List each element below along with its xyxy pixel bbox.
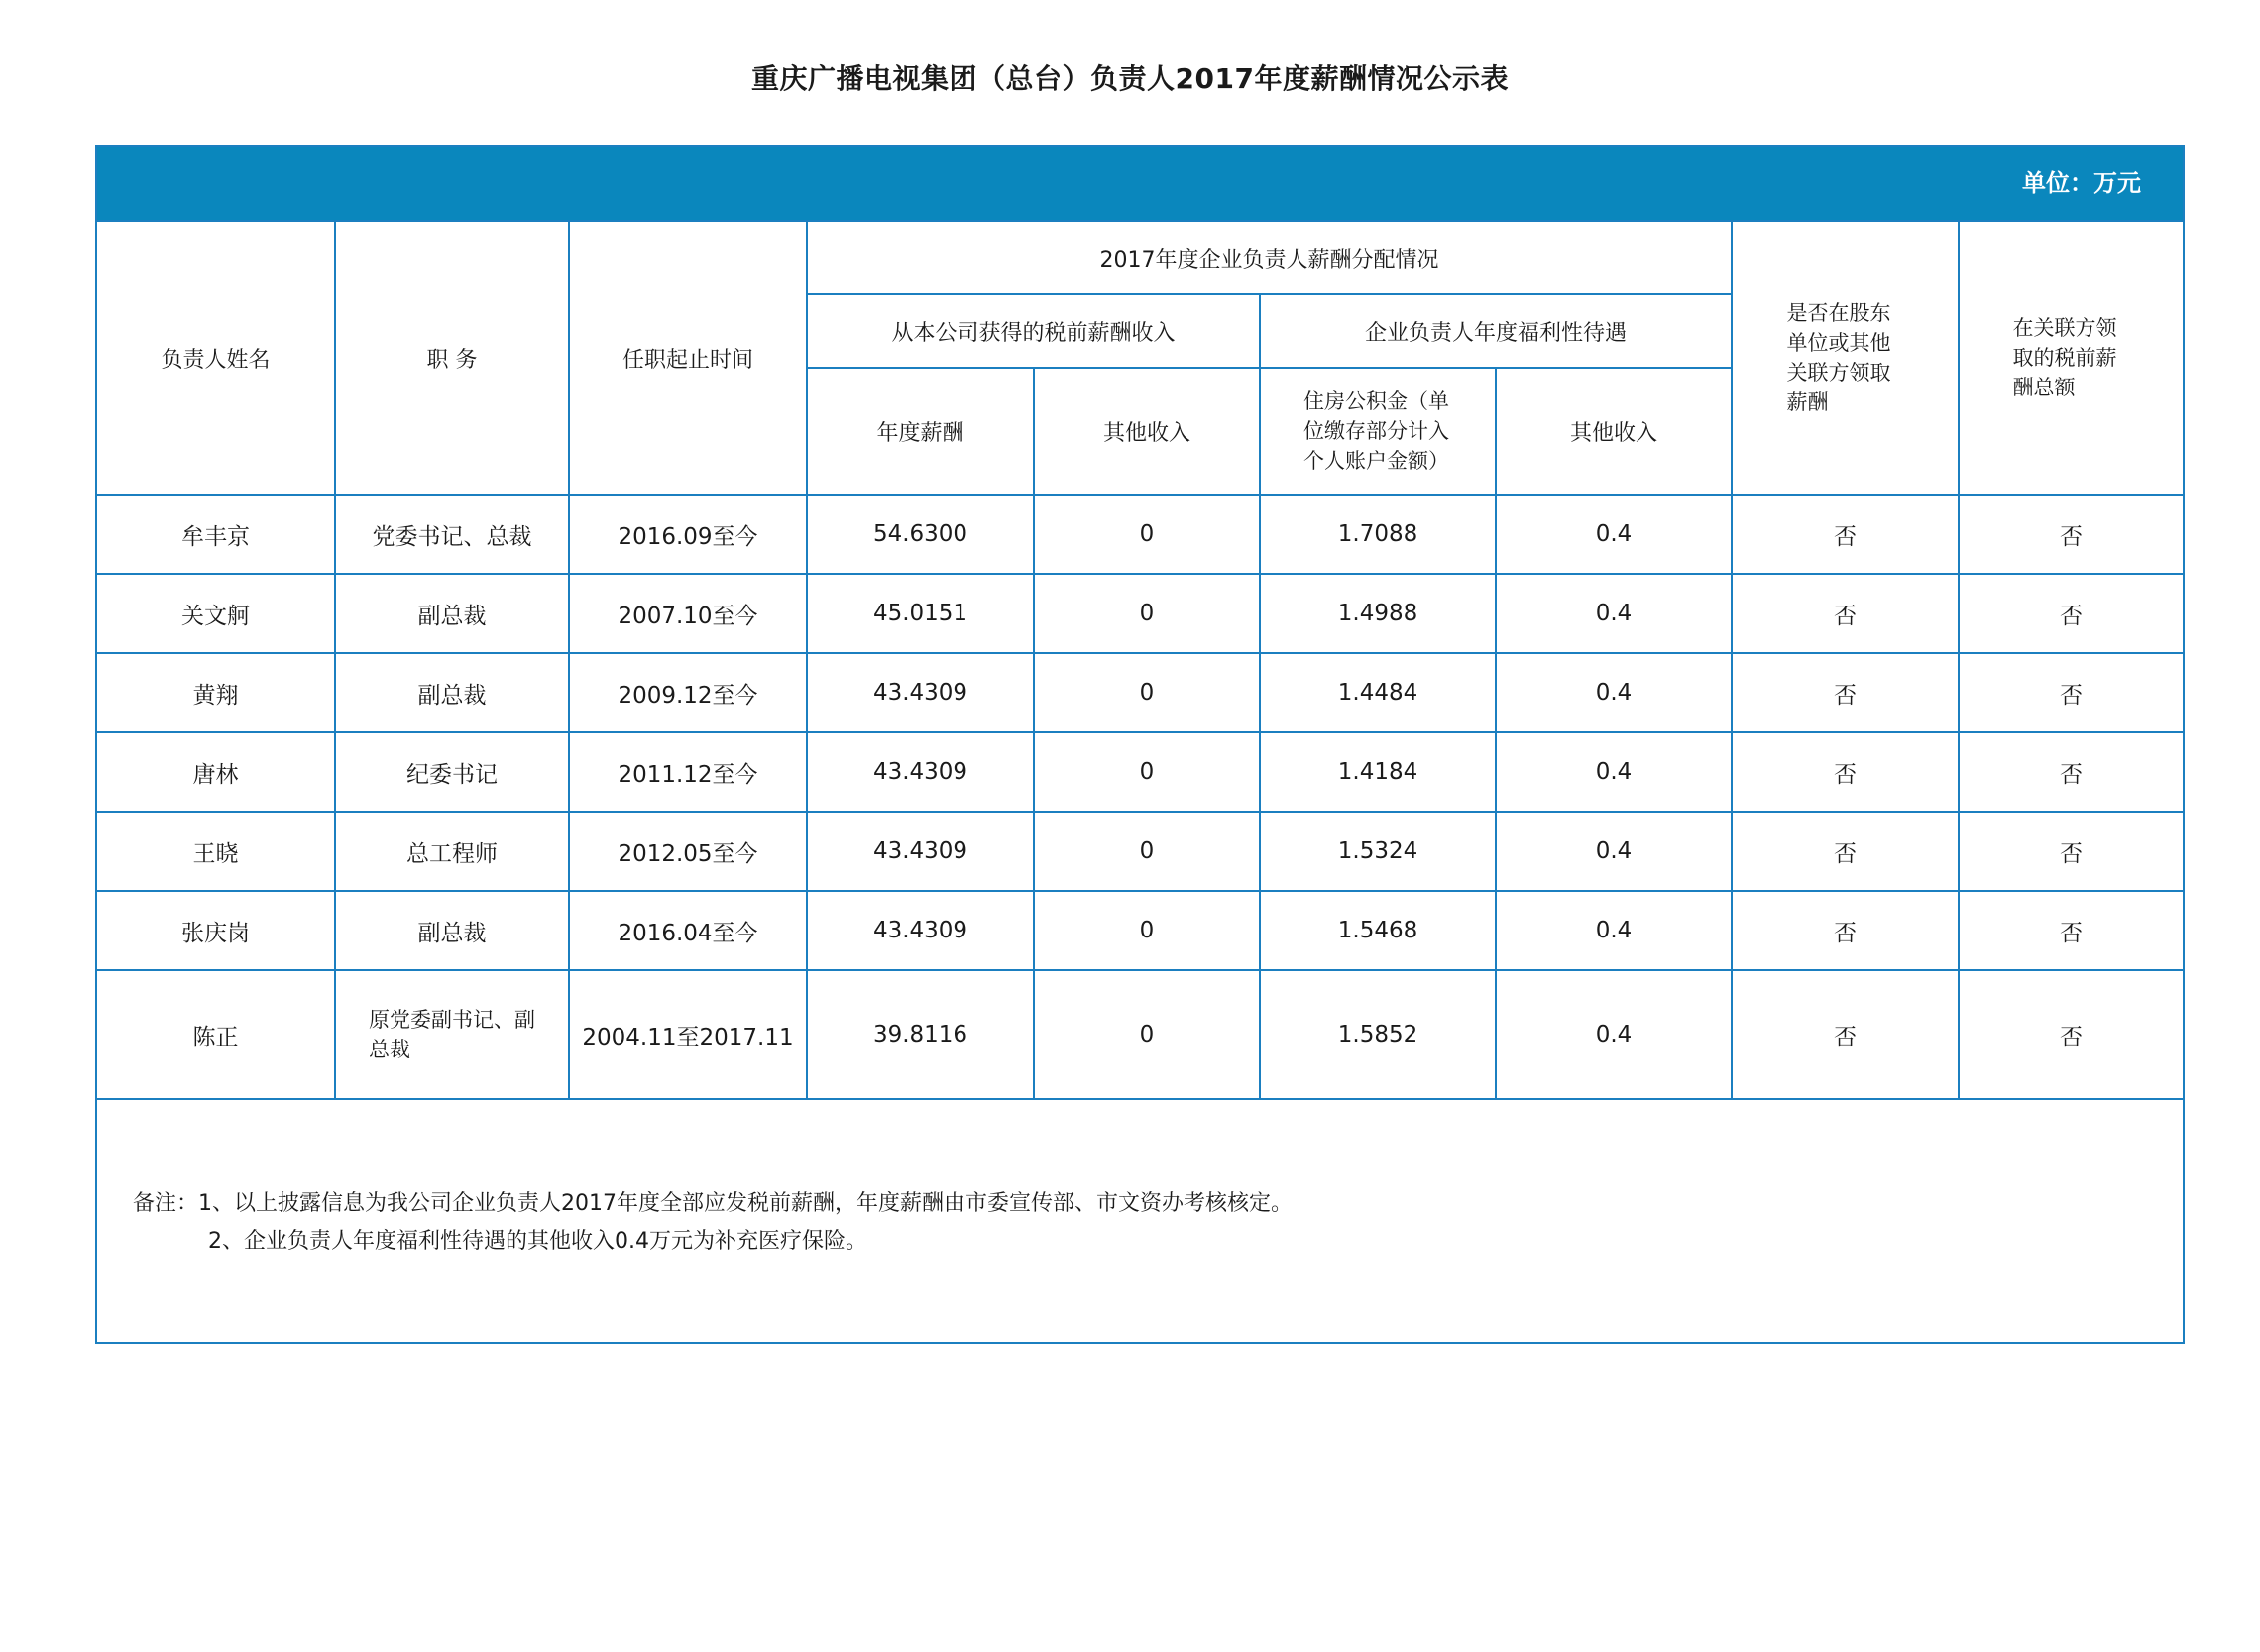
cell-name: 王晓 <box>97 812 335 891</box>
cell-other-income: 0 <box>1034 970 1260 1099</box>
cell-housing-fund: 1.4184 <box>1260 732 1496 812</box>
page-title: 重庆广播电视集团（总台）负责人2017年度薪酬情况公示表 <box>751 62 1509 95</box>
cell-welfare-other: 0.4 <box>1496 812 1732 891</box>
table-row <box>97 732 2183 812</box>
cell-tenure: 2009.12至今 <box>569 653 807 732</box>
table-row <box>97 495 2183 574</box>
cell-welfare-other: 0.4 <box>1496 732 1732 812</box>
cell-position: 副总裁 <box>335 891 569 970</box>
table-row <box>97 970 2183 1099</box>
table-row <box>97 812 2183 891</box>
table-row <box>97 653 2183 732</box>
cell-annual-salary: 43.4309 <box>807 812 1034 891</box>
table-row <box>97 891 2183 970</box>
cell-welfare-other: 0.4 <box>1496 574 1732 653</box>
cell-shareholder-pay: 否 <box>1732 495 1959 574</box>
cell-other-income: 0 <box>1034 732 1260 812</box>
cell-position: 副总裁 <box>335 653 569 732</box>
cell-tenure: 2012.05至今 <box>569 812 807 891</box>
salary-table <box>97 220 2183 1100</box>
header-salary-group: 2017年度企业负责人薪酬分配情况 <box>807 221 1732 294</box>
cell-welfare-other: 0.4 <box>1496 970 1732 1099</box>
cell-position: 总工程师 <box>335 812 569 891</box>
cell-shareholder-pay: 否 <box>1732 732 1959 812</box>
cell-related-total: 否 <box>1959 653 2183 732</box>
header-welfare-group: 企业负责人年度福利性待遇 <box>1260 294 1732 368</box>
remarks <box>133 1185 1293 1261</box>
cell-shareholder-pay: 否 <box>1732 574 1959 653</box>
cell-tenure: 2007.10至今 <box>569 574 807 653</box>
cell-welfare-other: 0.4 <box>1496 891 1732 970</box>
salary-table-sheet <box>95 145 2185 1344</box>
cell-other-income: 0 <box>1034 574 1260 653</box>
cell-name: 关文舸 <box>97 574 335 653</box>
cell-related-total: 否 <box>1959 970 2183 1099</box>
cell-tenure: 2016.04至今 <box>569 891 807 970</box>
cell-tenure: 2016.09至今 <box>569 495 807 574</box>
cell-position: 副总裁 <box>335 574 569 653</box>
header-related-total: 在关联方领取的税前薪酬总额 <box>1959 221 2183 495</box>
header-pretax-group: 从本公司获得的税前薪酬收入 <box>807 294 1260 368</box>
cell-related-total: 否 <box>1959 495 2183 574</box>
cell-housing-fund: 1.4988 <box>1260 574 1496 653</box>
cell-name: 唐林 <box>97 732 335 812</box>
cell-annual-salary: 43.4309 <box>807 653 1034 732</box>
cell-name: 牟丰京 <box>97 495 335 574</box>
cell-related-total: 否 <box>1959 732 2183 812</box>
cell-related-total: 否 <box>1959 812 2183 891</box>
cell-tenure: 2004.11至2017.11 <box>569 970 807 1099</box>
cell-tenure: 2011.12至今 <box>569 732 807 812</box>
cell-welfare-other: 0.4 <box>1496 495 1732 574</box>
unit-label: 单位：万元 <box>97 147 2183 220</box>
cell-shareholder-pay: 否 <box>1732 891 1959 970</box>
remark-line-2: 2、企业负责人年度福利性待遇的其他收入0.4万元为补充医疗保险。 <box>208 1229 867 1254</box>
cell-annual-salary: 39.8116 <box>807 970 1034 1099</box>
cell-other-income: 0 <box>1034 891 1260 970</box>
cell-housing-fund: 1.7088 <box>1260 495 1496 574</box>
cell-housing-fund: 1.5324 <box>1260 812 1496 891</box>
cell-other-income: 0 <box>1034 812 1260 891</box>
cell-other-income: 0 <box>1034 653 1260 732</box>
cell-housing-fund: 1.5468 <box>1260 891 1496 970</box>
cell-annual-salary: 43.4309 <box>807 732 1034 812</box>
cell-housing-fund: 1.4484 <box>1260 653 1496 732</box>
remark-line-1: 备注：1、以上披露信息为我公司企业负责人2017年度全部应发税前薪酬，年度薪酬由市委宣传部、市文资办考核核定。 <box>133 1191 1293 1216</box>
cell-name: 黄翔 <box>97 653 335 732</box>
cell-housing-fund: 1.5852 <box>1260 970 1496 1099</box>
cell-annual-salary: 45.0151 <box>807 574 1034 653</box>
cell-name: 张庆岗 <box>97 891 335 970</box>
header-welfare-other: 其他收入 <box>1496 368 1732 495</box>
header-name: 负责人姓名 <box>97 221 335 495</box>
header-other-income: 其他收入 <box>1034 368 1260 495</box>
cell-name: 陈正 <box>97 970 335 1099</box>
table-row <box>97 574 2183 653</box>
cell-shareholder-pay: 否 <box>1732 970 1959 1099</box>
cell-annual-salary: 43.4309 <box>807 891 1034 970</box>
header-housing-fund: 住房公积金（单位缴存部分计入个人账户金额） <box>1260 368 1496 495</box>
cell-position: 纪委书记 <box>335 732 569 812</box>
header-annual-salary: 年度薪酬 <box>807 368 1034 495</box>
header-position: 职 务 <box>335 221 569 495</box>
cell-position: 原党委副书记、副总裁 <box>335 970 569 1099</box>
cell-other-income: 0 <box>1034 495 1260 574</box>
cell-welfare-other: 0.4 <box>1496 653 1732 732</box>
cell-position: 党委书记、总裁 <box>335 495 569 574</box>
cell-related-total: 否 <box>1959 574 2183 653</box>
header-tenure: 任职起止时间 <box>569 221 807 495</box>
header-shareholder-pay: 是否在股东单位或其他关联方领取薪酬 <box>1732 221 1959 495</box>
cell-annual-salary: 54.6300 <box>807 495 1034 574</box>
cell-shareholder-pay: 否 <box>1732 653 1959 732</box>
cell-related-total: 否 <box>1959 891 2183 970</box>
cell-shareholder-pay: 否 <box>1732 812 1959 891</box>
